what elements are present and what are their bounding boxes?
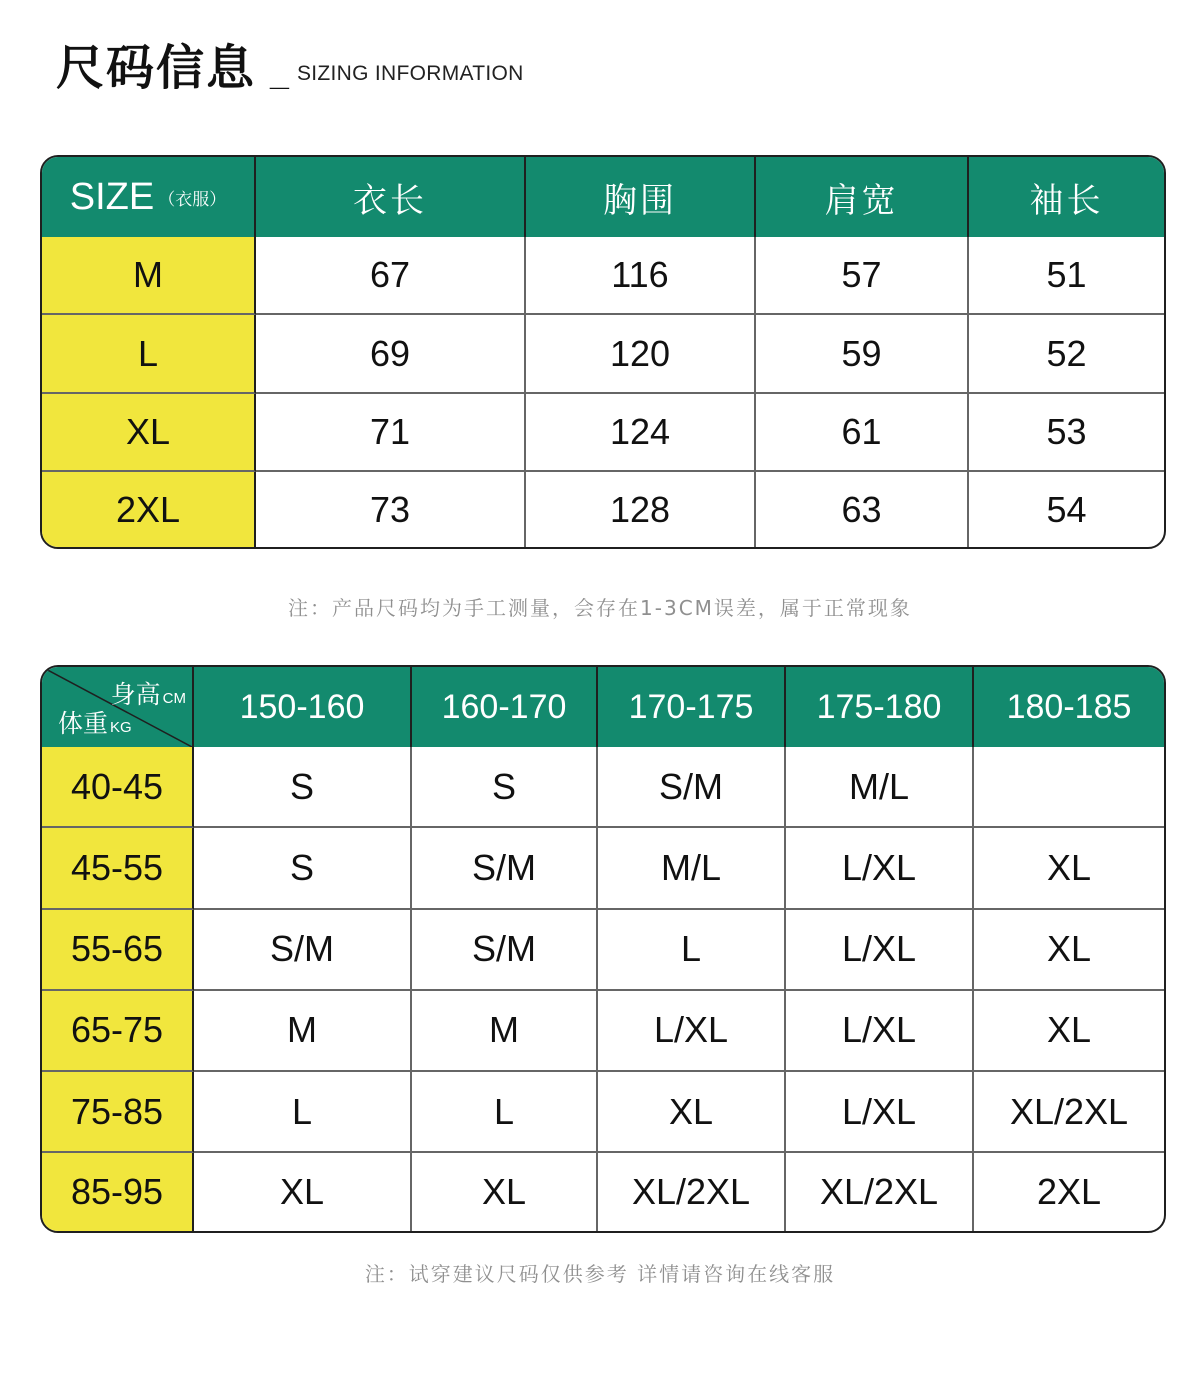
weight-axis-label: 体重 KG xyxy=(58,709,132,738)
recommended-size-cell: M xyxy=(412,991,598,1072)
weight-row xyxy=(42,1153,1164,1231)
page-title xyxy=(56,36,524,96)
size-label-cell: 2XL xyxy=(42,472,256,547)
measurement-cell: 54 xyxy=(1046,488,1087,530)
recommended-size-cell: XL/2XL xyxy=(786,1153,974,1231)
weight-row xyxy=(42,1072,1164,1153)
recommended-size-cell: L/XL xyxy=(786,910,974,991)
recommended-size-cell: 2XL xyxy=(1036,1171,1102,1213)
recommended-size-cell: XL xyxy=(974,991,1164,1072)
recommendation-header-row xyxy=(42,667,1164,747)
recommended-size-cell: XL xyxy=(412,1153,598,1231)
recommended-size-cell: XL xyxy=(974,828,1164,909)
weight-row xyxy=(42,747,1164,828)
height-range-header: 160-170 xyxy=(412,667,598,747)
recommended-size-cell: L/XL xyxy=(786,828,974,909)
measurement-cell: 67 xyxy=(256,237,526,315)
size-chart-table xyxy=(40,155,1166,549)
measurement-cell: 59 xyxy=(756,315,969,393)
measurement-note: 注：产品尺码均为手工测量，会存在1-3CM误差，属于正常现象 xyxy=(288,596,912,620)
height-range-header: 180-185 xyxy=(974,667,1164,747)
size-column-header xyxy=(42,157,256,237)
measurement-cell: 120 xyxy=(526,315,756,393)
weight-row xyxy=(42,910,1164,991)
recommended-size-cell: L xyxy=(598,910,786,991)
measurement-cell: 124 xyxy=(526,394,756,472)
height-range-header: 175-180 xyxy=(786,667,974,747)
measurement-cell: 63 xyxy=(756,472,969,547)
recommended-size-cell: S/M xyxy=(412,828,598,909)
recommended-size-cell: L/XL xyxy=(598,991,786,1072)
recommended-size-cell: S/M xyxy=(598,747,786,828)
recommended-size-cell: M/L xyxy=(598,828,786,909)
recommended-size-cell: L/XL xyxy=(786,1072,974,1153)
size-row xyxy=(42,237,1164,315)
column-header: 肩宽 xyxy=(756,157,969,237)
height-range-header: 170-175 xyxy=(598,667,786,747)
column-header: 胸围 xyxy=(526,157,756,237)
recommended-size-cell: XL xyxy=(974,910,1164,991)
recommended-size-cell: XL/2XL xyxy=(598,1153,786,1231)
size-row xyxy=(42,472,1164,547)
size-row xyxy=(42,394,1164,472)
recommendation-note: 注：试穿建议尺码仅供参考 详情请咨询在线客服 xyxy=(364,1262,836,1286)
recommended-size-cell: M/L xyxy=(786,747,974,828)
size-recommendation-table xyxy=(40,665,1166,1233)
weight-row xyxy=(42,991,1164,1072)
weight-range-cell: 45-55 xyxy=(42,828,194,909)
measurement-cell: 52 xyxy=(969,315,1164,393)
size-chart-header-row xyxy=(42,157,1164,237)
recommended-size-cell: L xyxy=(412,1072,598,1153)
size-label-cell: L xyxy=(42,315,256,393)
weight-range-cell: 85-95 xyxy=(42,1153,194,1231)
weight-range-cell: 55-65 xyxy=(42,910,194,991)
recommended-size-cell: S/M xyxy=(194,910,412,991)
recommended-size-cell: S xyxy=(194,747,412,828)
recommended-size-cell: XL/2XL xyxy=(974,1072,1164,1153)
measurement-cell: 73 xyxy=(256,472,526,547)
size-label-cell: M xyxy=(42,237,256,315)
measurement-cell: 69 xyxy=(256,315,526,393)
recommended-size-cell xyxy=(974,747,1164,828)
measurement-cell: 51 xyxy=(969,237,1164,315)
measurement-cell: 53 xyxy=(969,394,1164,472)
recommended-size-cell: XL xyxy=(194,1153,412,1231)
title-dash: _ xyxy=(270,55,289,93)
weight-range-cell: 65-75 xyxy=(42,991,194,1072)
column-header: 衣长 xyxy=(256,157,526,237)
measurement-cell: 61 xyxy=(756,394,969,472)
corner-header xyxy=(42,667,194,747)
title-main: 尺码信息 xyxy=(56,40,257,96)
size-label-cell: XL xyxy=(42,394,256,472)
recommended-size-cell: XL xyxy=(598,1072,786,1153)
recommended-size-cell: S xyxy=(194,828,412,909)
size-row xyxy=(42,315,1164,393)
recommended-size-cell: S xyxy=(412,747,598,828)
measurement-cell: 128 xyxy=(526,472,756,547)
measurement-cell: 116 xyxy=(526,237,756,315)
size-label: SIZE xyxy=(69,175,155,218)
recommended-size-cell: L/XL xyxy=(786,991,974,1072)
weight-range-cell: 40-45 xyxy=(42,747,194,828)
recommended-size-cell: M xyxy=(194,991,412,1072)
measurement-cell: 71 xyxy=(256,394,526,472)
measurement-cell: 57 xyxy=(756,237,969,315)
title-subtitle: SIZING INFORMATION xyxy=(296,62,524,85)
size-note: （衣服） xyxy=(158,189,227,210)
recommended-size-cell: S/M xyxy=(412,910,598,991)
height-axis-label: 身高 CM xyxy=(110,680,186,709)
height-range-header: 150-160 xyxy=(194,667,412,747)
recommended-size-cell: L xyxy=(194,1072,412,1153)
weight-range-cell: 75-85 xyxy=(42,1072,194,1153)
weight-row xyxy=(42,828,1164,909)
column-header: 袖长 xyxy=(969,157,1164,237)
